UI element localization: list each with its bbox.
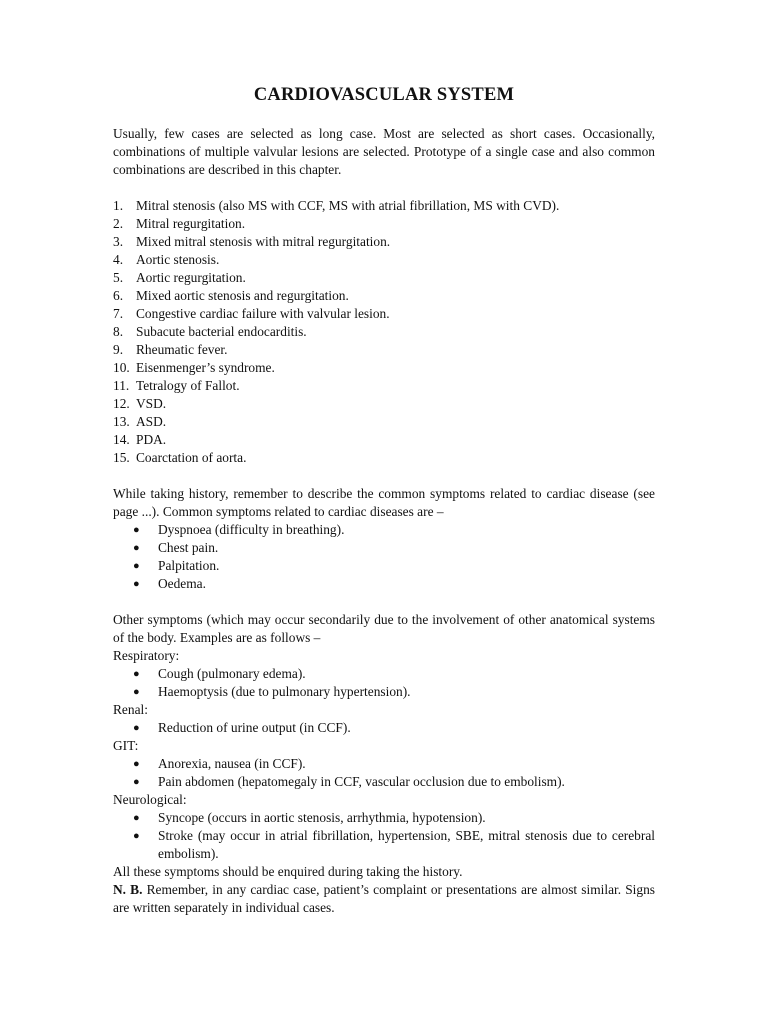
common-symptom-list [113, 521, 655, 593]
list-item: ● Cough (pulmonary edema). [133, 666, 306, 681]
list-item: 13. ASD. [113, 414, 167, 429]
list-item: ● Stroke (may occur in atrial fibrillation, hypertension, SBE, mitral stenosis due to cerebral embolism). [133, 828, 655, 861]
list-item: 11. Tetralogy of Fallot. [113, 378, 240, 393]
list-item: 7. Congestive cardiac failure with valvular lesion. [113, 306, 390, 321]
list-item: ● Pain abdomen (hepatomegaly in CCF, vascular occlusion due to embolism). [133, 774, 565, 789]
bullet-icon: ● [133, 758, 140, 770]
list-item: ● Anorexia, nausea (in CCF). [133, 756, 306, 771]
list-item: ● Dyspnoea (difficulty in breathing). [133, 522, 345, 537]
list-item: 1. Mitral stenosis (also MS with CCF, MS with atrial fibrillation, MS with CVD). [113, 198, 560, 213]
bullet-icon: ● [133, 830, 140, 842]
list-item: ● Syncope (occurs in aortic stenosis, arrhythmia, hypotension). [133, 810, 486, 825]
bullet-icon: ● [133, 578, 140, 590]
bullet-icon: ● [133, 776, 140, 788]
nb-text: Remember, in any cardiac case, patient’s complaint or presentations are almost similar. Signs are written separately in individual cases. [113, 882, 655, 915]
closing-line: All these symptoms should be enquired during taking the history. [113, 864, 463, 879]
list-item: 2. Mitral regurgitation. [113, 216, 246, 231]
list-item: 3. Mixed mitral stenosis with mitral regurgitation. [113, 234, 391, 249]
git-list [113, 755, 655, 791]
page-title: CARDIOVASCULAR SYSTEM [253, 85, 515, 105]
neurological-heading: Neurological: [113, 792, 187, 807]
neurological-list [113, 809, 655, 863]
list-item: ● Haemoptysis (due to pulmonary hypertension). [133, 684, 411, 699]
list-item: 9. Rheumatic fever. [113, 342, 228, 357]
list-item: 8. Subacute bacterial endocarditis. [113, 324, 307, 339]
nb-paragraph [113, 881, 655, 917]
case-list [113, 197, 655, 467]
git-heading: GIT: [113, 738, 139, 753]
nb-label: N. B. [113, 882, 143, 897]
list-item: 12. VSD. [113, 396, 167, 411]
respiratory-heading: Respiratory: [113, 648, 180, 663]
renal-list [113, 719, 655, 737]
list-item: 14. PDA. [113, 432, 167, 447]
respiratory-list [113, 665, 655, 701]
list-item: 6. Mixed aortic stenosis and regurgitation. [113, 288, 349, 303]
list-item: ● Chest pain. [133, 540, 219, 555]
bullet-icon: ● [133, 560, 140, 572]
intro-paragraph: Usually, few cases are selected as long case. Most are selected as short cases. Occasionally, combinations of multiple valvular lesions are selected. Prototype of a single case and also common combinations are described in this chapter. [113, 126, 655, 177]
bullet-icon: ● [133, 686, 140, 698]
list-item: 4. Aortic stenosis. [113, 252, 220, 267]
list-item: 10. Eisenmenger’s syndrome. [113, 360, 275, 375]
list-item: ● Palpitation. [133, 558, 220, 573]
bullet-icon: ● [133, 812, 140, 824]
bullet-icon: ● [133, 524, 140, 536]
bullet-icon: ● [133, 542, 140, 554]
list-item: ● Reduction of urine output (in CCF). [133, 720, 351, 735]
bullet-icon: ● [133, 722, 140, 734]
list-item: 5. Aortic regurgitation. [113, 270, 246, 285]
list-item: 15. Coarctation of aorta. [113, 450, 247, 465]
renal-heading: Renal: [113, 702, 148, 717]
other-symptoms-paragraph: Other symptoms (which may occur secondarily due to the involvement of other anatomical systems of the body. Examples are as follows – [113, 612, 655, 645]
bullet-icon: ● [133, 668, 140, 680]
history-paragraph: While taking history, remember to describe the common symptoms related to cardiac disease (see page ...). Common symptoms related to cardiac diseases are – [113, 486, 655, 519]
list-item: ● Oedema. [133, 576, 206, 591]
